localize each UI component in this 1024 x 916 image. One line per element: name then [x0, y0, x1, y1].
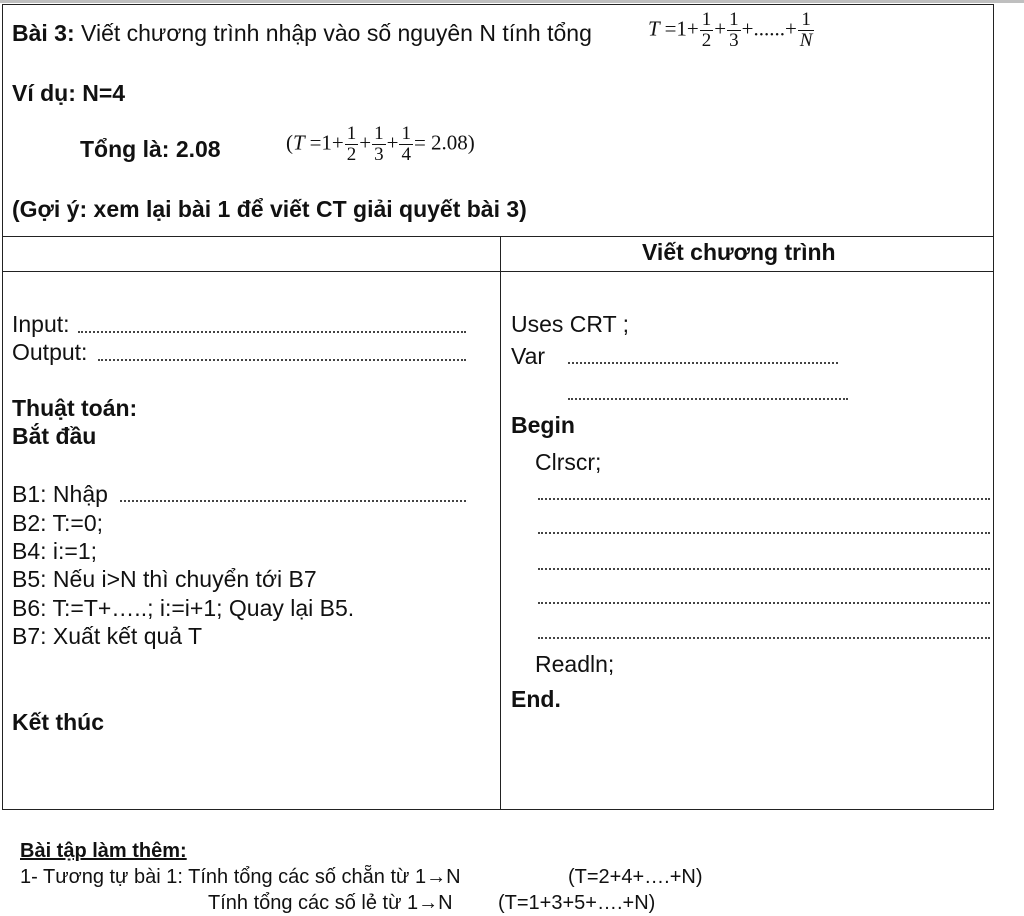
extra-line-1-formula: (T=2+4+….+N) — [568, 866, 703, 888]
fraction-denominator: 3 — [374, 144, 384, 165]
extra-line-1: 1- Tương tự bài 1: Tính tổng các số chẵn từ 1→N — [20, 866, 461, 888]
fraction-numerator: 1 — [801, 9, 811, 30]
code-blank-1[interactable] — [538, 498, 990, 500]
algorithm-end: Kết thúc — [12, 709, 104, 735]
problem-text: Viết chương trình nhập vào số nguyên N tính tổng — [81, 20, 592, 46]
fraction-1-n — [798, 10, 815, 51]
exercise-box — [2, 4, 994, 810]
example-plus-2: + — [359, 130, 372, 155]
example-plus-3: + — [386, 130, 399, 155]
fraction-denominator: 4 — [401, 144, 411, 165]
formula-plus-4: + — [784, 16, 797, 41]
example-one: 1 — [321, 130, 332, 155]
fraction-denominator: 3 — [729, 30, 739, 51]
formula-plus-1: + — [686, 16, 699, 41]
output-blank[interactable] — [98, 359, 466, 361]
extra-line-2: Tính tổng các số lẻ từ 1→N — [208, 892, 453, 914]
table-header-border — [2, 271, 994, 272]
formula-plus-3: + — [741, 16, 754, 41]
algorithm-title: Thuật toán: — [12, 395, 138, 421]
step-b1: B1: Nhập — [12, 481, 108, 507]
example-formula — [286, 124, 475, 165]
fraction-1-2 — [345, 124, 359, 165]
page-top-border — [0, 0, 1024, 3]
formula-lhs: T — [648, 16, 660, 41]
step-b2: B2: T:=0; — [12, 510, 104, 536]
step-b4: B4: i:=1; — [12, 538, 98, 564]
step-b7: B7: Xuất kết quả T — [12, 623, 203, 649]
problem-label: Bài 3: — [12, 20, 75, 46]
example-eq: = — [309, 130, 322, 155]
step-b6: B6: T:=T+…..; i:=i+1; Quay lại B5. — [12, 595, 355, 621]
fraction-numerator: 1 — [401, 123, 411, 144]
fraction-denominator: N — [799, 30, 813, 51]
fraction-1-2 — [700, 10, 714, 51]
clrscr-statement: Clrscr; — [535, 449, 602, 475]
code-blank-3[interactable] — [538, 568, 990, 570]
problem-statement — [12, 20, 592, 46]
input-blank[interactable] — [78, 331, 466, 333]
fraction-1-3 — [727, 10, 741, 51]
table-top-border — [2, 236, 994, 237]
var-blank-2[interactable] — [568, 398, 848, 400]
fraction-1-4 — [399, 124, 413, 165]
formula-plus-2: + — [714, 16, 727, 41]
fraction-numerator: 1 — [346, 123, 357, 144]
fraction-1-3 — [372, 124, 386, 165]
formula-ellipsis: ...... — [753, 16, 785, 41]
step-b5: B5: Nếu i>N thì chuyển tới B7 — [12, 566, 317, 592]
end-keyword: End. — [511, 686, 561, 712]
fraction-numerator: 1 — [729, 9, 739, 30]
begin-keyword: Begin — [511, 412, 575, 438]
hint-text: (Gợi ý: xem lại bài 1 để viết CT giải quyết bài 3) — [12, 196, 527, 222]
example-lhs: T — [293, 130, 305, 155]
table-column-divider — [500, 236, 501, 810]
code-blank-5[interactable] — [538, 637, 990, 639]
code-blank-4[interactable] — [538, 602, 990, 604]
formula-eq: = — [664, 16, 677, 41]
uses-crt-line: Uses CRT ; — [511, 311, 630, 337]
algorithm-start: Bắt đầu — [12, 423, 97, 449]
fraction-denominator: 2 — [346, 144, 357, 165]
var-blank-1[interactable] — [568, 362, 838, 364]
code-blank-2[interactable] — [538, 532, 990, 534]
example-plus-1: + — [331, 130, 344, 155]
paren-open: ( — [286, 130, 293, 155]
step-b1-blank[interactable] — [120, 500, 466, 502]
output-label: Output: — [12, 339, 88, 365]
input-label: Input: — [12, 311, 70, 337]
fraction-numerator: 1 — [374, 123, 384, 144]
formula-one: 1 — [676, 16, 687, 41]
example-label: Ví dụ: N=4 — [12, 80, 126, 106]
extra-exercises-title: Bài tập làm thêm: — [20, 840, 187, 862]
extra-line-2-formula: (T=1+3+5+….+N) — [498, 892, 656, 914]
program-column-header: Viết chương trình — [642, 239, 836, 265]
example-result: = 2.08 — [413, 130, 468, 155]
sum-result-label: Tổng là: 2.08 — [80, 136, 221, 162]
var-keyword: Var — [511, 343, 546, 369]
paren-close: ) — [467, 130, 475, 155]
sum-formula — [648, 10, 815, 51]
fraction-numerator: 1 — [701, 9, 712, 30]
readln-statement: Readln; — [535, 651, 615, 677]
fraction-denominator: 2 — [701, 30, 712, 51]
